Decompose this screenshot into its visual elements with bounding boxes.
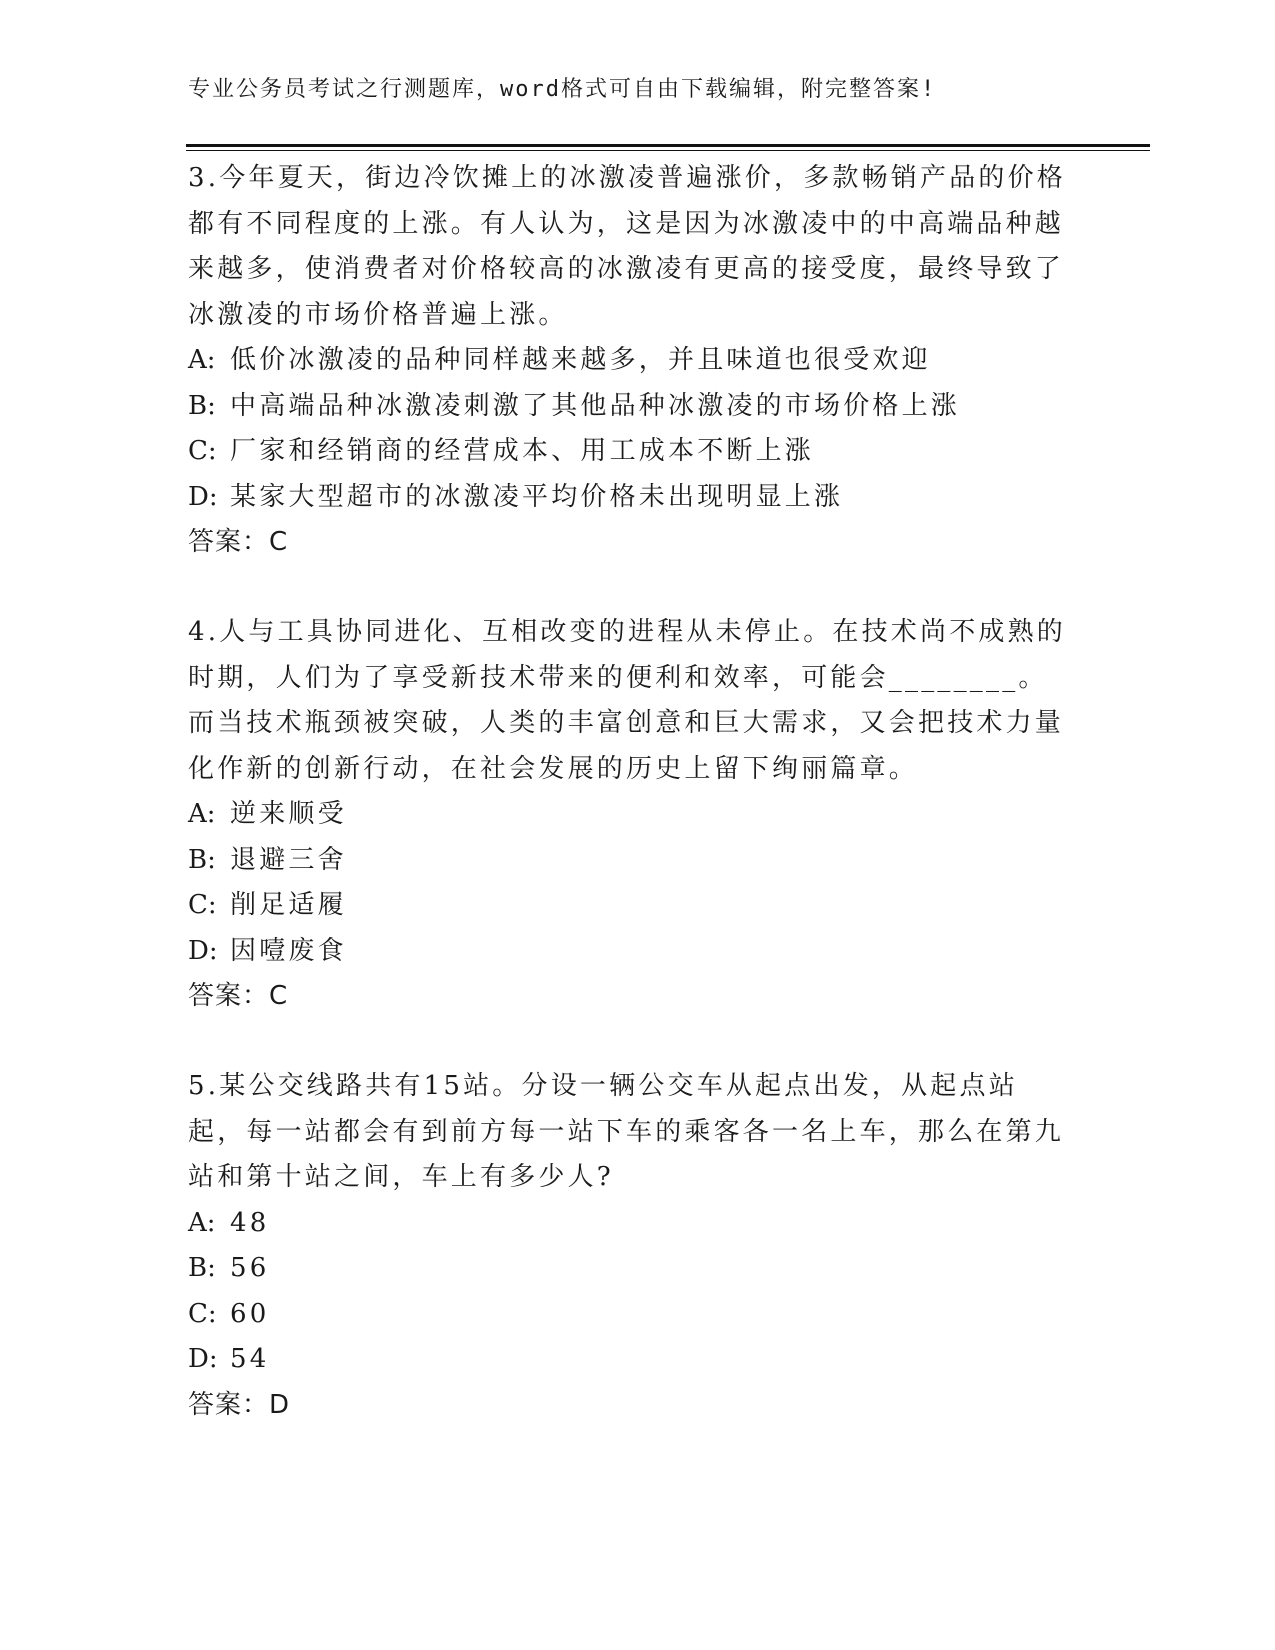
option-key: B: [188,390,216,421]
option-c [188,883,1068,929]
option-c [188,429,1068,475]
option-d [188,475,1068,521]
option-c [188,1292,1068,1338]
option-key: C: [188,436,217,466]
option-key: D: [188,481,218,512]
option-text: 48 [230,1207,270,1238]
question-stem: 5.某公交线路共有15站。分设一辆公交车从起点出发，从起点站起，每一站都会有到前方每一站下车的乘客各一名上车，那么在第九站和第十站之间，车上有多少人? [188,1071,1065,1192]
option-text: 因噎废食 [230,935,347,966]
option-b [188,838,1068,884]
option-key: B: [188,844,216,875]
answer-line: 答案：D [188,1389,291,1420]
option-text: 低价冰激凌的品种同样越来越多，并且味道也很受欢迎 [230,345,931,375]
option-text: 削足适履 [230,890,347,920]
option-text: 逆来顺受 [230,799,347,829]
option-d [188,929,1068,975]
option-text: 厂家和经销商的经营成本、用工成本不断上涨 [230,436,815,466]
answer-line: 答案：C [188,527,289,557]
option-b [188,1246,1068,1292]
option-text: 60 [230,1298,270,1329]
option-key: A: [188,799,216,829]
option-b [188,384,1068,430]
header-divider-thick [186,144,1150,147]
page-header: 专业公务员考试之行测题库，word格式可自由下载编辑，附完整答案! [188,77,937,102]
option-d [188,1337,1068,1383]
option-key: B: [188,1253,216,1283]
option-key: D: [188,935,218,966]
option-key: A: [188,345,216,375]
option-a [188,792,1068,838]
option-key: C: [188,890,217,920]
question-4 [188,610,1068,1020]
option-text: 退避三舍 [230,844,347,875]
option-a [188,338,1068,384]
question-3 [188,156,1068,566]
option-text: 54 [230,1344,270,1374]
option-key: A: [188,1207,216,1238]
option-a [188,1201,1068,1247]
option-text: 某家大型超市的冰激凌平均价格未出现明显上涨 [230,481,844,512]
option-text: 中高端品种冰激凌刺激了其他品种冰激凌的市场价格上涨 [230,390,961,421]
header-divider-thin [186,150,1150,151]
question-stem: 4.人与工具协同进化、互相改变的进程从未停止。在技术尚不成熟的时期，人们为了享受新技术带来的便利和效率，可能会________。而当技术瓶颈被突破，人类的丰富创意和巨大需求，又会把技术力量化作新的创新行动，在社会发展的历史上留下绚丽篇章。 [188,617,1067,784]
answer-line: 答案：C [188,981,289,1011]
question-stem: 3.今年夏天，街边冷饮摊上的冰激凌普遍涨价，多款畅销产品的价格都有不同程度的上涨。有人认为，这是因为冰激凌中的中高端品种越来越多，使消费者对价格较高的冰激凌有更高的接受度，最终导致了冰激凌的市场价格普遍上涨。 [188,163,1067,330]
question-5 [188,1064,1068,1428]
option-key: C: [188,1298,217,1329]
option-text: 56 [230,1253,270,1283]
option-key: D: [188,1344,218,1374]
